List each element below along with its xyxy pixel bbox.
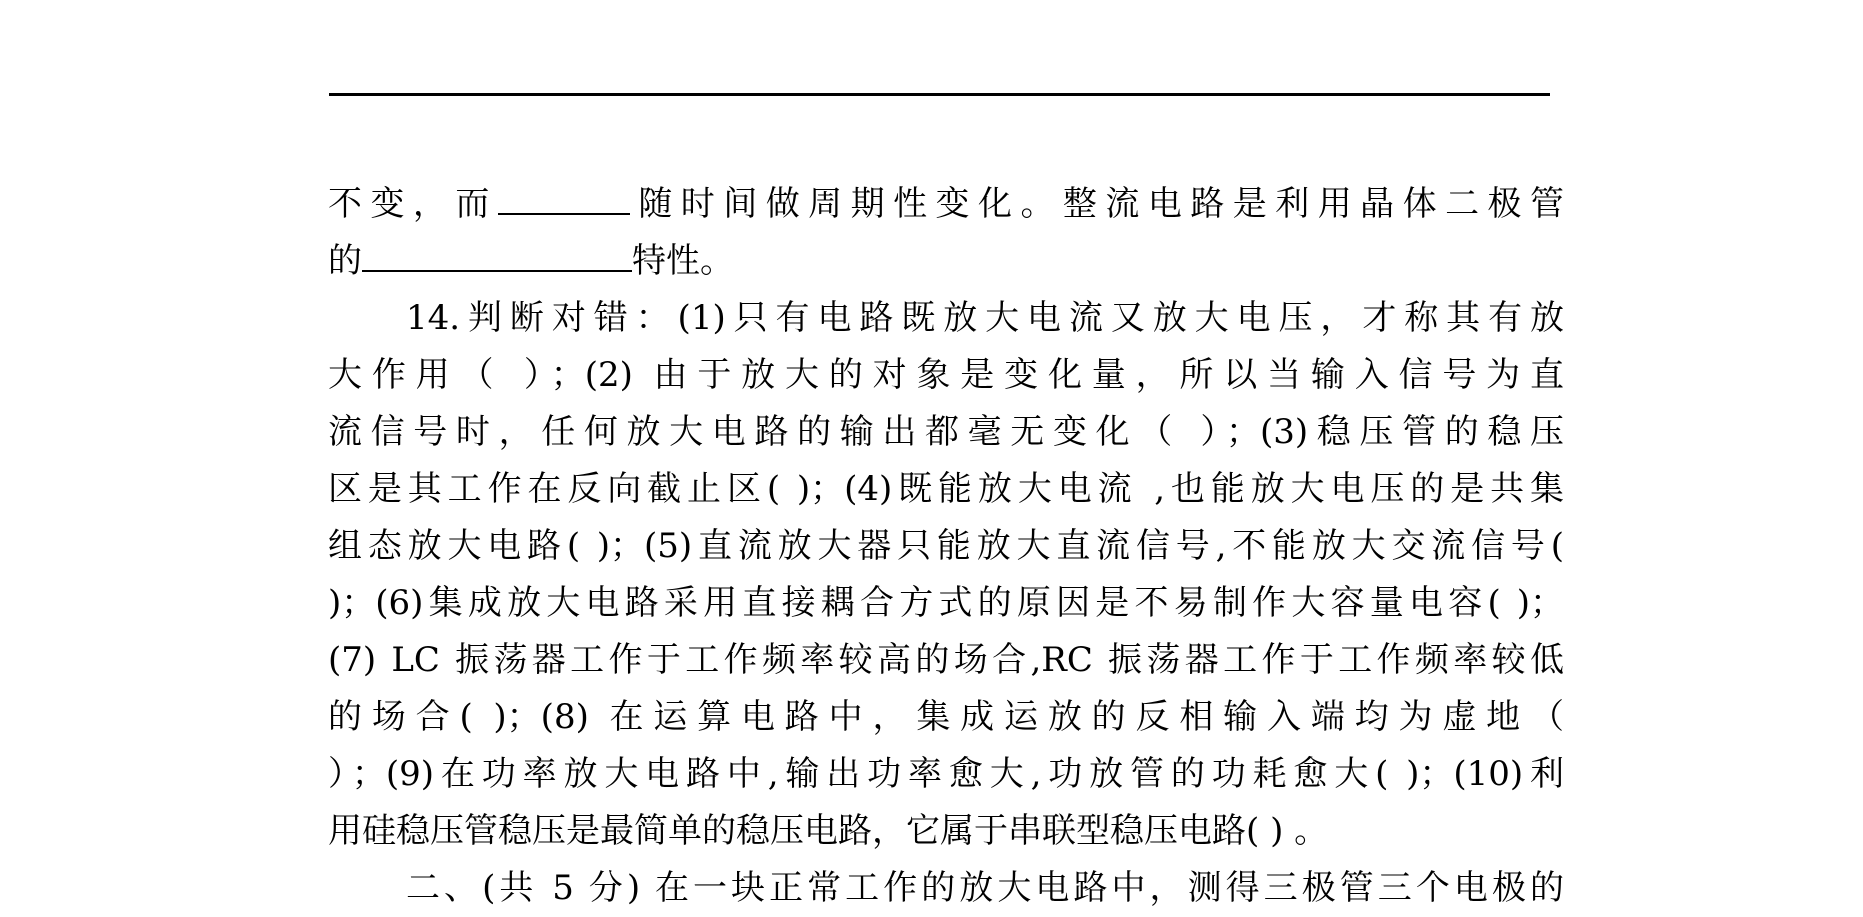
question-14-line: 14.判断对错：(1)只有电路既放大电流又放大电压，才称其有放	[406, 298, 1564, 338]
text-line: 区是其工作在反向截止区( )；(4)既能放大电流 ,也能放大电压的是共集	[328, 469, 1564, 509]
header-rule	[329, 93, 1550, 96]
text-line: 的场合( )；(8) 在运算电路中，集成运放的反相输入端均为虚地（	[328, 697, 1564, 737]
text-line: 组态放大电路( )；(5)直流放大器只能放大直流信号,不能放大交流信号(	[328, 526, 1564, 566]
section-two-heading-line: 二、(共 5 分) 在一块正常工作的放大电路中，测得三极管三个电极的	[406, 868, 1564, 908]
text-line: ）；(9)在功率放大电路中,输出功率愈大,功放管的功耗愈大( )；(10)利	[328, 754, 1564, 794]
text-line: 不变，而 随时间做周期性变化。整流电路是利用晶体二极管	[328, 184, 1565, 224]
text-line: )；(6)集成放大电路采用直接耦合方式的原因是不易制作大容量电容( )；	[328, 583, 1564, 623]
text-line: 用硅稳压管稳压是最简单的稳压电路，它属于串联型稳压电路( ) 。	[328, 811, 1329, 851]
text-line: 的 特性。	[328, 241, 734, 281]
fill-in-blank	[362, 240, 632, 272]
fill-in-blank	[498, 183, 630, 215]
text-line: (7) LC 振荡器工作于工作频率较高的场合,RC 振荡器工作于工作频率较低	[328, 640, 1564, 680]
text-line: 大作用（ ）；(2) 由于放大的对象是变化量，所以当输入信号为直	[328, 355, 1564, 395]
text-line: 流信号时，任何放大电路的输出都毫无变化（ ）；(3)稳压管的稳压	[328, 412, 1564, 452]
body-text	[328, 176, 1564, 917]
